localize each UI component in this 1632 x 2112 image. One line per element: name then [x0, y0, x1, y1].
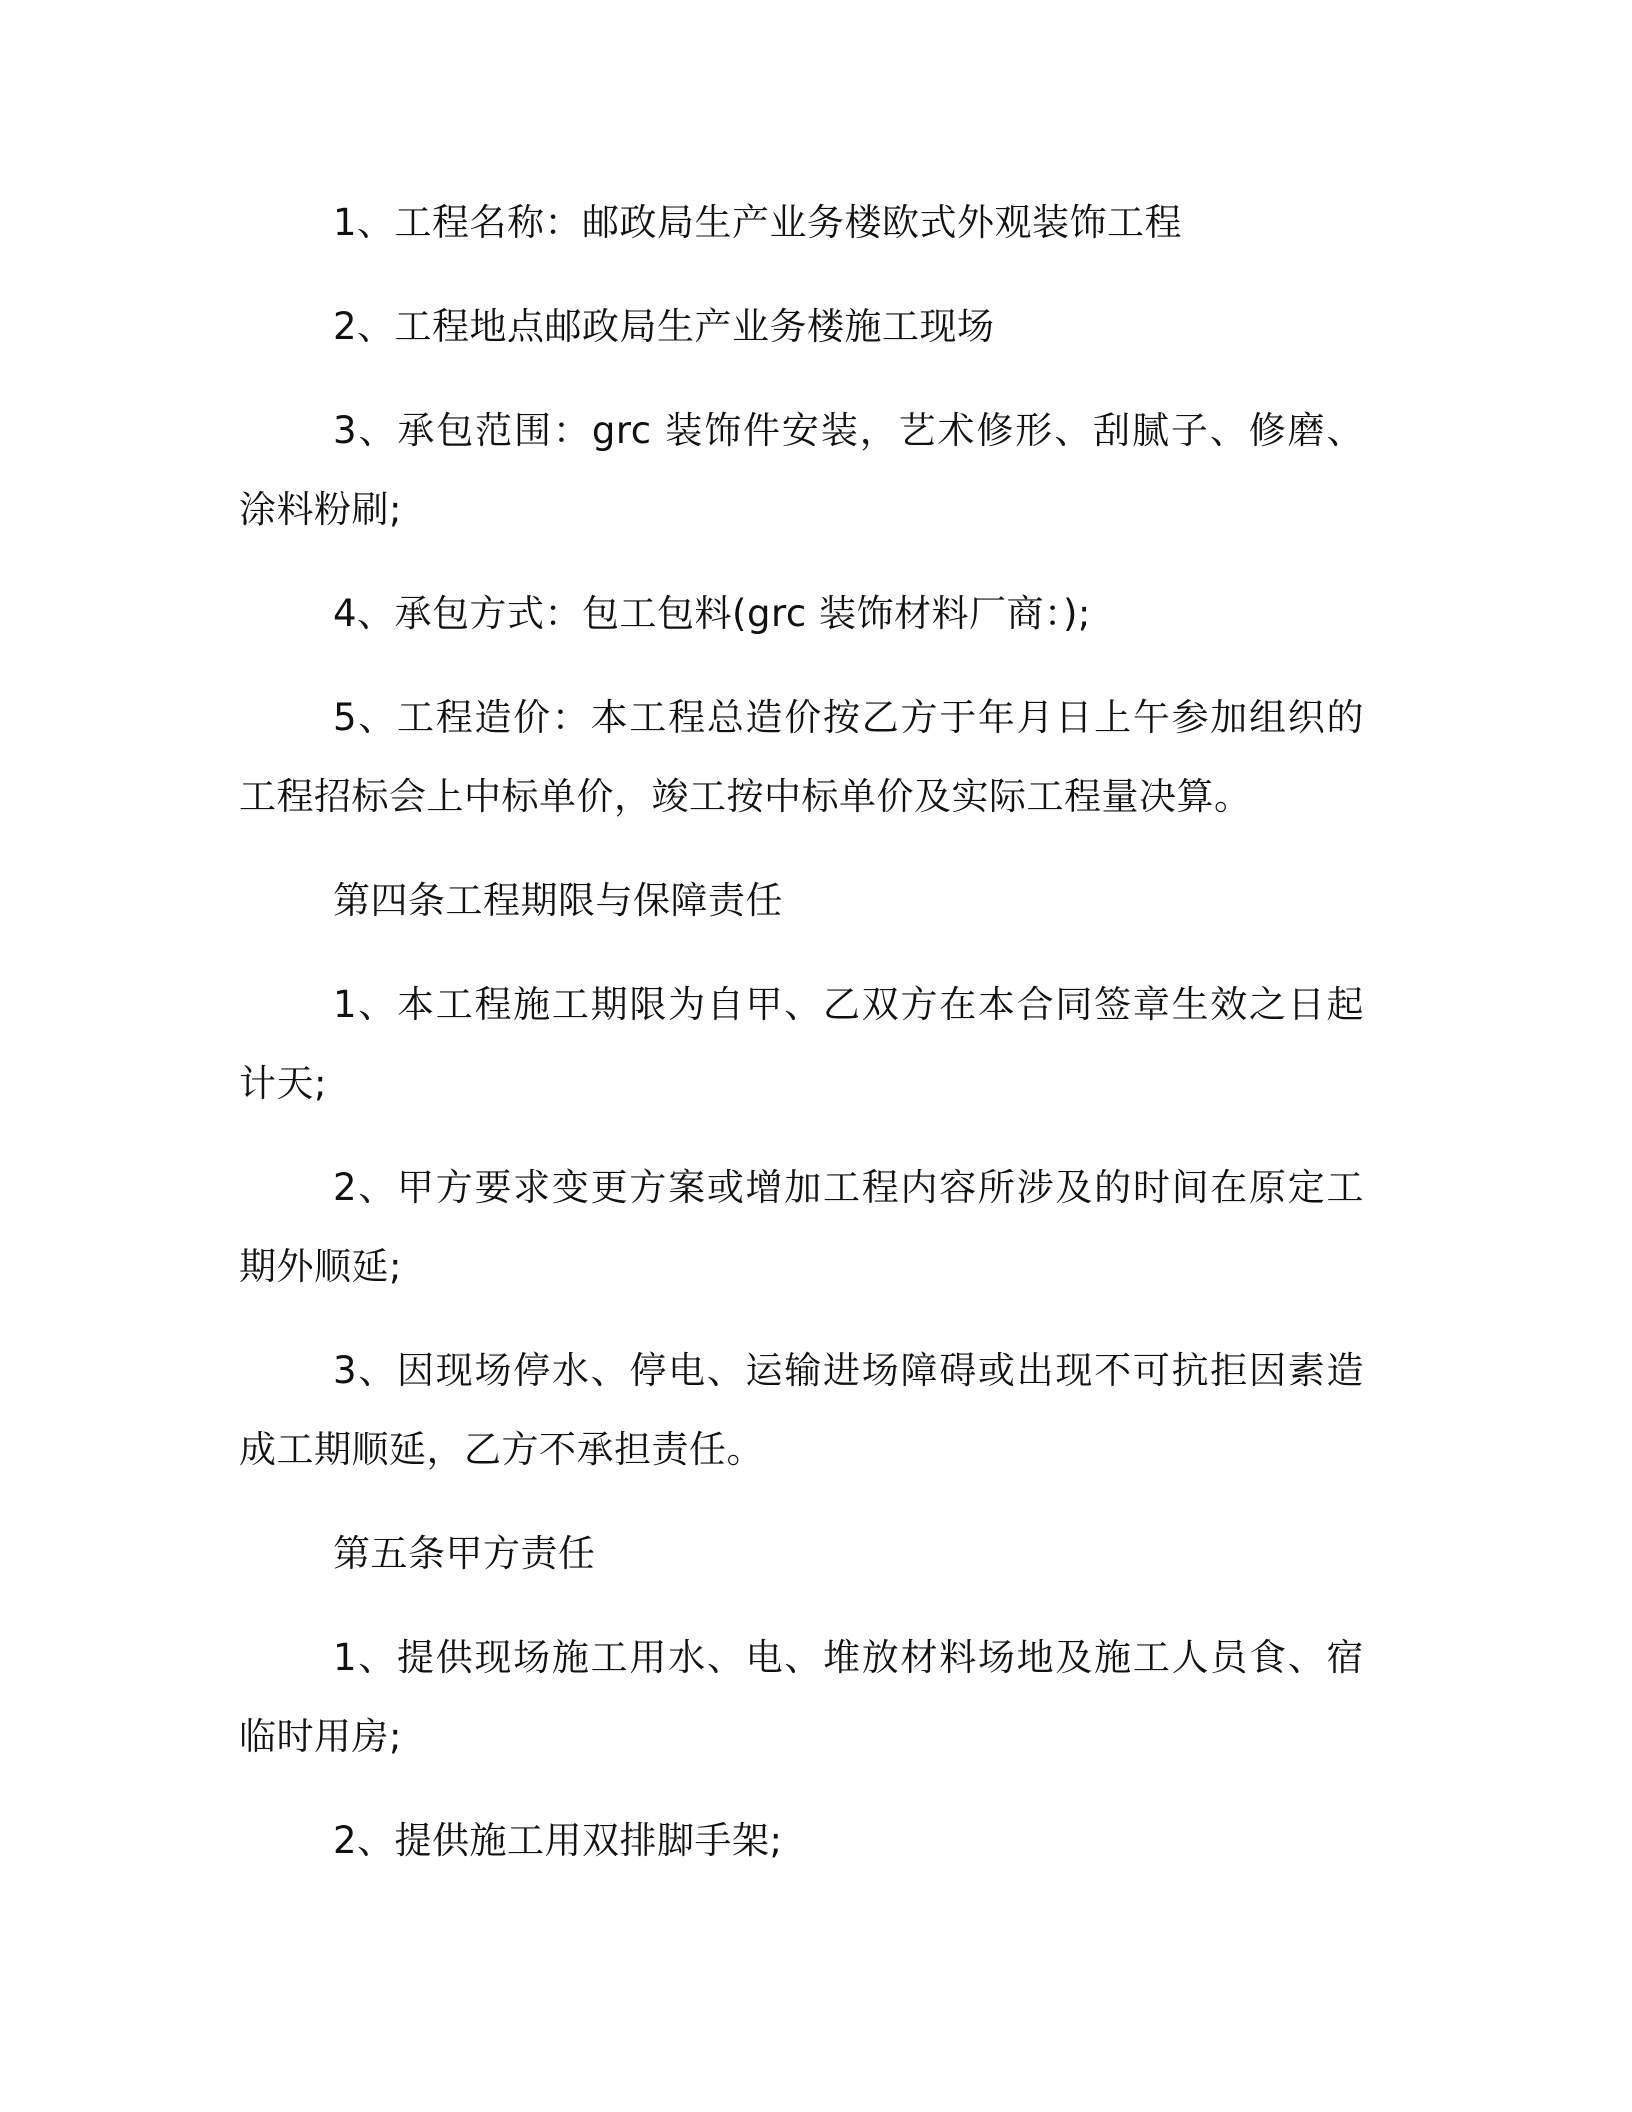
clause-item-project-location: 2、工程地点邮政局生产业务楼施工现场: [333, 305, 995, 348]
article-five-heading: 第五条甲方责任: [333, 1532, 596, 1575]
clause-item-contract-scope: 3、承包范围：grc 装饰件安装，艺术修形、刮腻子、修磨、涂料粉刷;: [239, 409, 1364, 531]
clause-item-construction-period: 1、本工程施工期限为自甲、乙双方在本合同签章生效之日起计天;: [239, 983, 1364, 1105]
clause-item-project-cost: 5、工程造价：本工程总造价按乙方于年月日上午参加组织的工程招标会上中标单价，竣工按中标单价及实际工程量决算。: [239, 696, 1364, 818]
clause-item-site-provisions: 1、提供现场施工用水、电、堆放材料场地及施工人员食、宿临时用房;: [239, 1636, 1364, 1758]
article-four-heading: 第四条工程期限与保障责任: [333, 879, 783, 922]
clause-item-scaffolding: 2、提供施工用双排脚手架;: [333, 1819, 783, 1862]
clause-item-force-majeure: 3、因现场停水、停电、运输进场障碍或出现不可抗拒因素造成工期顺延，乙方不承担责任。: [239, 1349, 1364, 1471]
clause-item-schedule-extension: 2、甲方要求变更方案或增加工程内容所涉及的时间在原定工期外顺延;: [239, 1166, 1364, 1288]
clause-item-contract-method: 4、承包方式：包工包料(grc 装饰材料厂商：);: [333, 592, 1091, 635]
document-body: [239, 183, 1364, 1905]
clause-item-project-name: 1、工程名称：邮政局生产业务楼欧式外观装饰工程: [333, 201, 1183, 244]
